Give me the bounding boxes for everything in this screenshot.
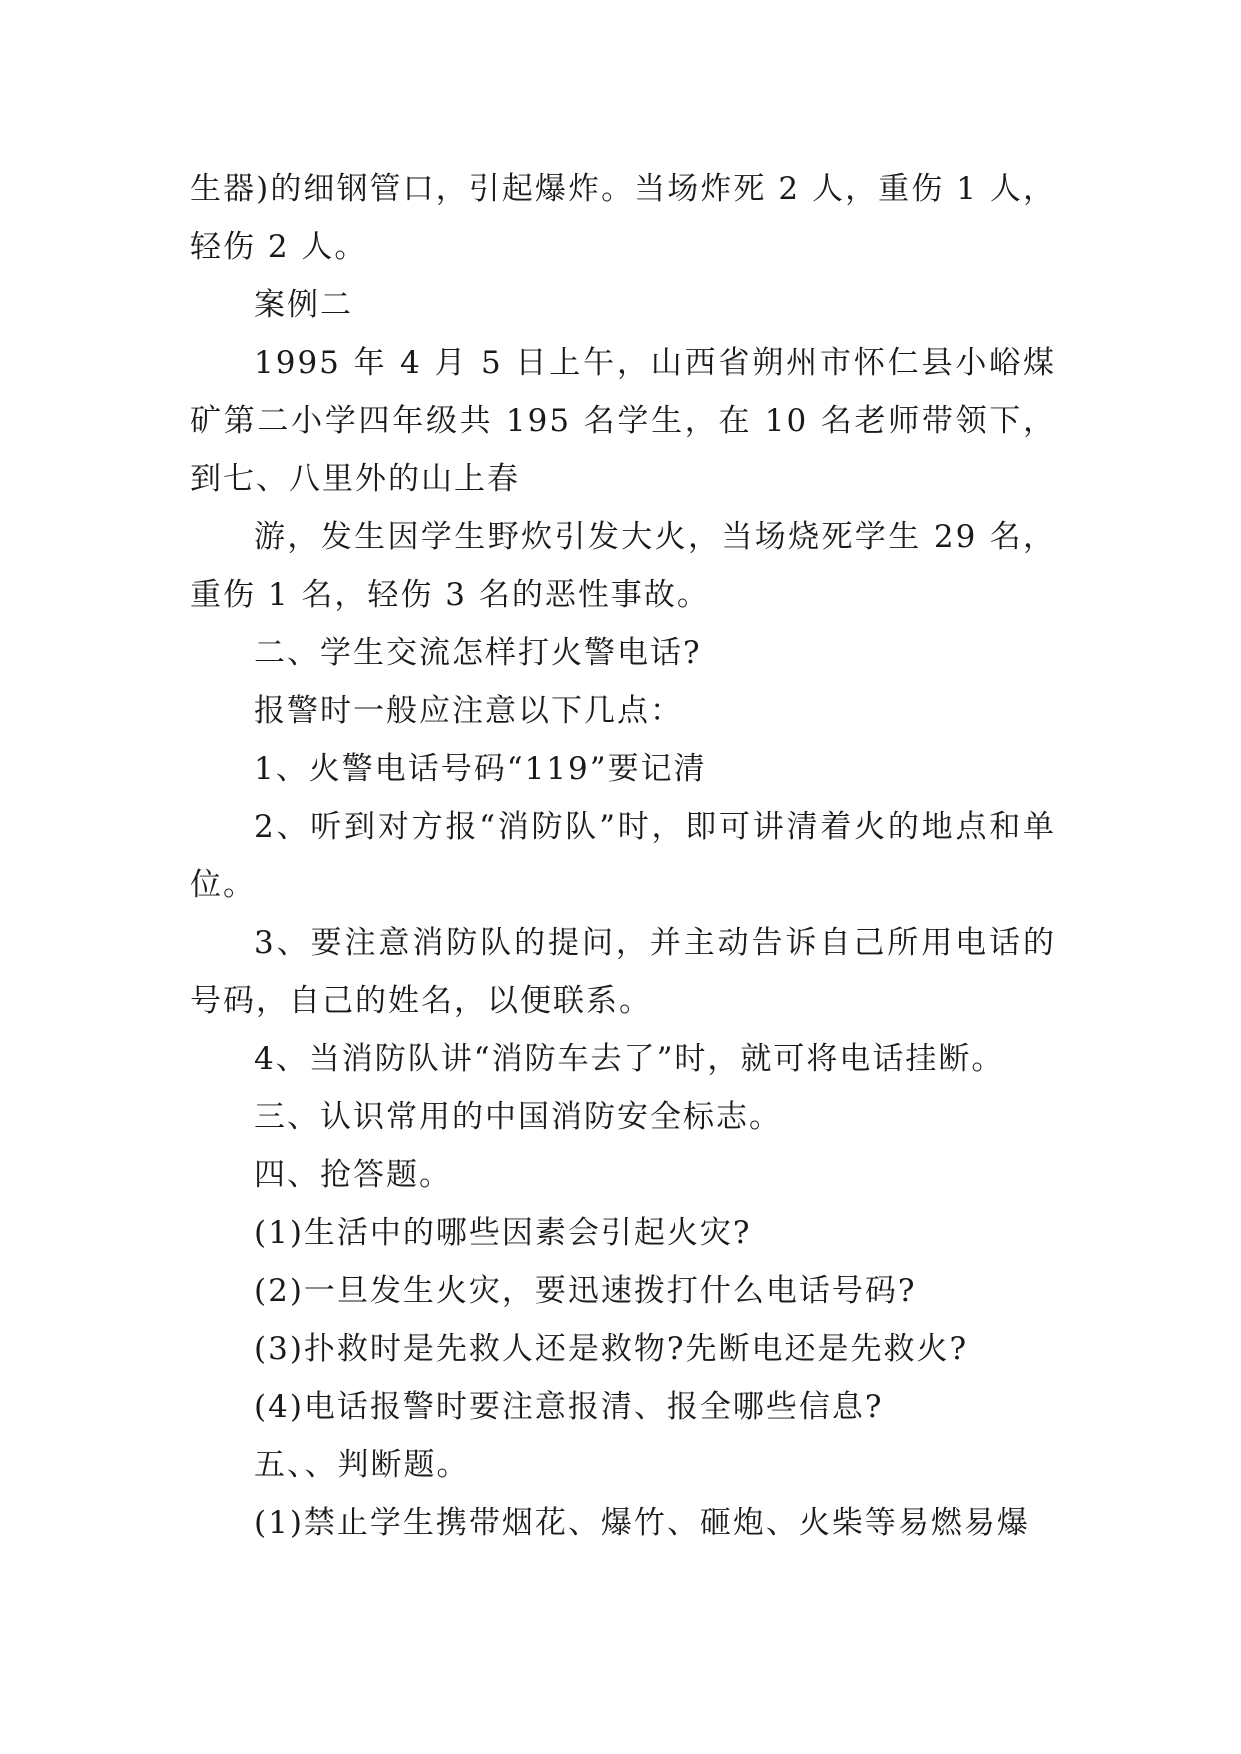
document-body	[190, 160, 1056, 1552]
section-heading-4: 四、抢答题。	[254, 1157, 452, 1193]
list-item-2: 2、听到对方报“消防队”时，即可讲清着火的地点和单位。	[190, 809, 1056, 903]
list-item-1: 1、火警电话号码“119”要记清	[254, 751, 707, 787]
judgment-item-1: (1)禁止学生携带烟花、爆竹、砸炮、火柴等易燃易爆	[254, 1505, 1030, 1541]
case-heading: 案例二	[254, 287, 353, 323]
question-3: (3)扑救时是先救人还是救物?先断电还是先救火?	[254, 1331, 969, 1367]
case-paragraph: 1995 年 4 月 5 日上午，山西省朔州市怀仁县小峪煤矿第二小学四年级共 195 名学生，在 10 名老师带领下，到七、八里外的山上春	[190, 345, 1056, 497]
question-4: (4)电话报警时要注意报清、报全哪些信息?	[254, 1389, 884, 1425]
question-2: (2)一旦发生火灾，要迅速拨打什么电话号码?	[254, 1273, 917, 1309]
paragraph-continuation: 生器)的细钢管口，引起爆炸。当场炸死 2 人，重伤 1 人，轻伤 2 人。	[190, 171, 1056, 265]
section-heading-3: 三、认识常用的中国消防安全标志。	[254, 1099, 782, 1135]
section-heading-5: 五、、判断题。	[254, 1447, 470, 1483]
paragraph-report-intro: 报警时一般应注意以下几点：	[254, 693, 683, 729]
case-paragraph-continued: 游，发生因学生野炊引发大火，当场烧死学生 29 名，重伤 1 名，轻伤 3 名的恶性事故。	[190, 519, 1056, 613]
list-item-3: 3、要注意消防队的提问，并主动告诉自己所用电话的号码，自己的姓名，以便联系。	[190, 925, 1056, 1019]
question-1: (1)生活中的哪些因素会引起火灾?	[254, 1215, 752, 1251]
list-item-4: 4、当消防队讲“消防车去了”时，就可将电话挂断。	[254, 1041, 1005, 1077]
section-heading-2: 二、学生交流怎样打火警电话?	[254, 635, 702, 671]
